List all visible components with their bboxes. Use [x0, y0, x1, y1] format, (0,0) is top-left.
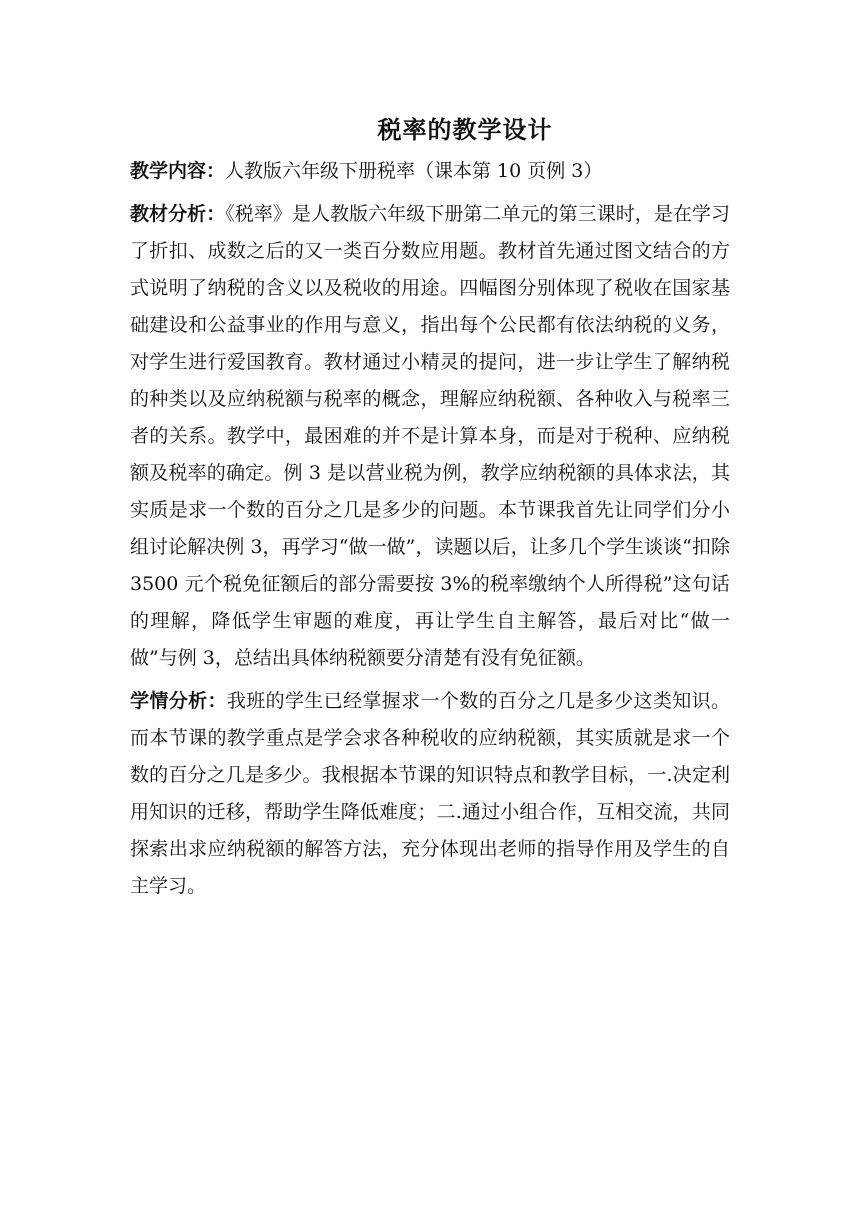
document-title: 税率的教学设计: [377, 115, 553, 144]
section-text: 我班的学生已经掌握求一个数的百分之几是多少这类知识。而本节课的教学重点是学会求各种税收的应纳税额，其实质就是求一个数的百分之几是多少。我根据本节课的知识特点和教学目标，一.决定利用知识的迁移，帮助学生降低难度；二.通过小组合作，互相交流，共同探索出求应纳税额的解答方法，充分体现出老师的指导作用及学生的自主学习。: [130, 690, 730, 897]
section-text: 《税率》是人教版六年级下册第二单元的第三课时，是在学习了折扣、成数之后的又一类百分数应用题。教材首先通过图文结合的方式说明了纳税的含义以及税收的用途。四幅图分别体现了税收在国家基础建设和公益事业的作用与意义，指出每个公民都有依法纳税的义务，对学生进行爱国教育。教材通过小精灵的提问，进一步让学生了解纳税的种类以及应纳税额与税率的概念，理解应纳税额、各种收入与税率三者的关系。教学中，最困难的并不是计算本身，而是对于税种、应纳税额及税率的确定。例 3 是以营业税为例，教学应纳税额的具体求法，其实质是求一个数的百分之几是多少的问题。本节课我首先让同学们分小组讨论解决例 3，再学习“做一做”，读题以后，让多几个学生谈谈“扣除 3500 元个税免征额后的部分需要按 3%的税率缴纳个人所得税”这句话的理解，降低学生审题的难度，再让学生自主解答，最后对比“做一做”与例 3，总结出具体纳税额要分清楚有没有免征额。: [130, 203, 730, 669]
section-text: 人教版六年级下册税率（课本第 10 页例 3）: [225, 160, 603, 182]
section-student-analysis: [130, 683, 730, 905]
section-label: 教学内容：: [130, 160, 226, 182]
document-body: [130, 153, 730, 911]
section-teaching-content: [130, 153, 730, 190]
section-label: 学情分析：: [130, 690, 227, 712]
section-material-analysis: [130, 196, 730, 677]
section-label: 教材分析：: [130, 203, 226, 225]
